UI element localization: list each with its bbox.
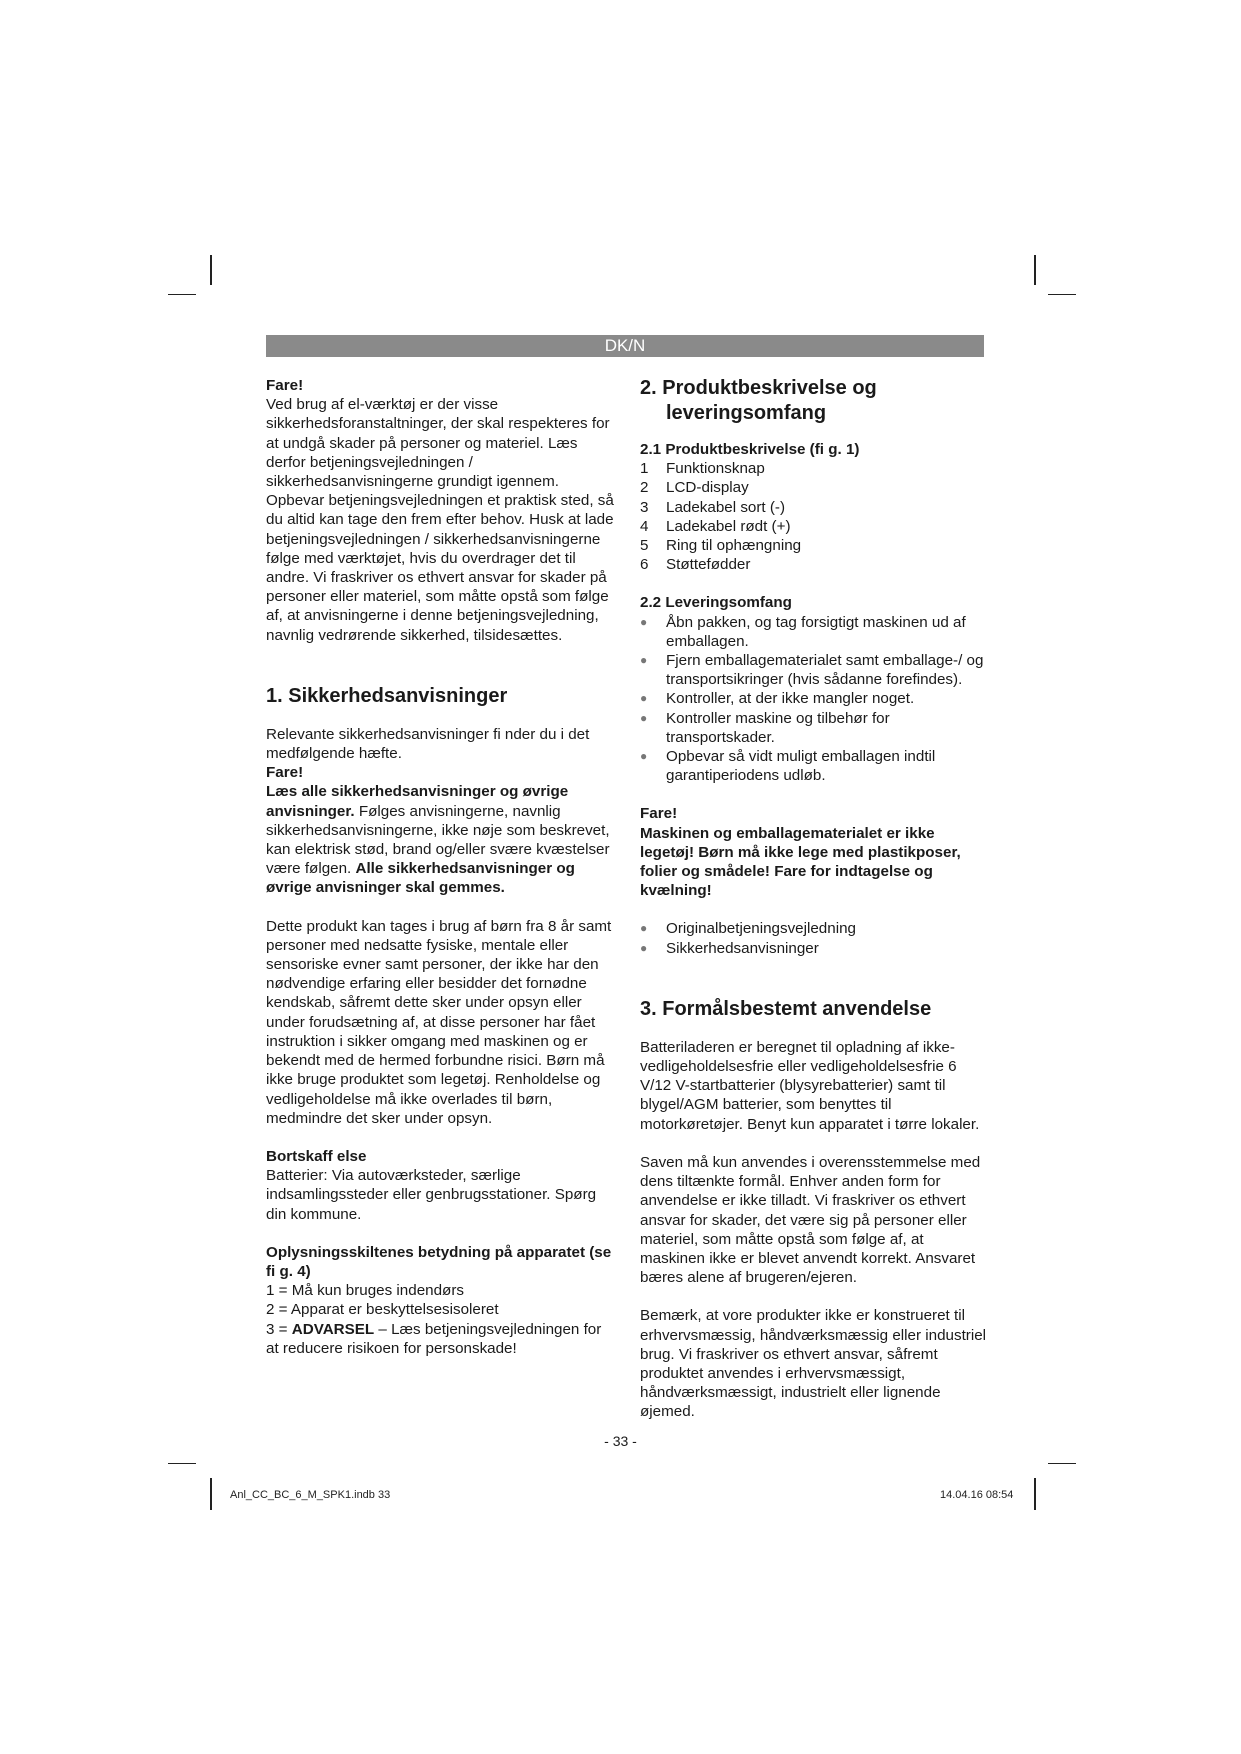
item-text: Fjern emballagematerialet samt emballage-/ og transportsikringer (hvis sådanne forefindes). <box>666 652 984 689</box>
bullet-icon: ● <box>640 710 648 725</box>
bullet-icon: ● <box>640 921 648 936</box>
list-item <box>640 919 992 938</box>
sign-item: 2 = Apparat er beskyttelsesisoleret <box>266 1301 499 1319</box>
documents-list <box>640 919 992 957</box>
page-number: - 33 - <box>604 1433 637 1449</box>
warning-bold-lead: Læs alle sikkerhedsanvisninger og øvrige anvisninger. <box>266 783 569 820</box>
crop-mark <box>168 294 196 295</box>
warning-text: Følges anvisningerne, navnlig sikkerhedsanvisningerne, ikke nøje som beskrevet, kan elektrisk stød, brand og/eller svære kvæstelser være følgen. <box>266 802 610 878</box>
bullet-icon: ● <box>640 940 648 955</box>
parts-list <box>640 459 992 574</box>
use-paragraph: Batteriladeren er beregnet til opladning af ikke-vedligeholdelsesfrie eller vedligeholdelsesfrie 6 V/12 V-startbatterier (blysyrebatterier) samt til blygel/AGM batterier, som benyttes til motorkøretøjer. Benyt kun apparatet i tørre lokaler. <box>640 1038 980 1133</box>
crop-mark <box>210 1478 212 1510</box>
warning-bold-tail: Alle sikkerhedsanvisninger og øvrige anvisninger skal gemmes. <box>266 860 575 897</box>
bullet-icon: ● <box>640 691 648 706</box>
item-text: Åbn pakken, og tag forsigtigt maskinen ud af emballagen. <box>666 613 966 650</box>
sign-item: 1 = Må kun bruges indendørs <box>266 1282 464 1300</box>
item-number: 6 <box>640 556 649 574</box>
list-item <box>640 536 992 555</box>
item-label: LCD-display <box>666 479 749 497</box>
crop-mark <box>1048 1463 1076 1464</box>
bullet-icon: ● <box>640 614 648 629</box>
item-text: Sikkerhedsanvisninger <box>666 939 819 957</box>
item-number: 2 <box>640 479 649 497</box>
signs-heading: Oplysningsskiltenes betydning på apparatet (se fi g. 4) <box>266 1243 612 1280</box>
danger-heading: Fare! <box>266 377 304 394</box>
language-code: DK/N <box>604 336 646 355</box>
item-label: Ladekabel sort (-) <box>666 498 786 516</box>
warning-paragraph <box>266 782 616 897</box>
item-number: 4 <box>640 517 649 535</box>
subsection-2-2-title: 2.2 Leveringsomfang <box>640 594 792 612</box>
item-label: Støttefødder <box>666 556 751 574</box>
crop-mark <box>1048 294 1076 295</box>
item-number: 1 <box>640 460 649 478</box>
crop-mark <box>168 1463 196 1464</box>
footer-filename: Anl_CC_BC_6_M_SPK1.indb 33 <box>230 1489 391 1501</box>
section-1-title: 1. Sikkerhedsanvisninger <box>266 684 508 707</box>
list-item <box>640 689 992 708</box>
list-item <box>640 498 992 517</box>
item-text: Originalbetjeningsvejledning <box>666 920 856 938</box>
list-item <box>640 555 992 574</box>
section-3-title: 3. Formålsbestemt anvendelse <box>640 997 932 1020</box>
section-2-title: 2. Produktbeskrivelse og leveringsomfang <box>640 377 877 424</box>
list-item <box>640 613 992 651</box>
subsection-2-1-title: 2.1 Produktbeskrivelse (fi g. 1) <box>640 441 860 458</box>
list-item <box>640 478 992 497</box>
left-column <box>266 376 616 1358</box>
sign-prefix: 3 = <box>266 1320 292 1338</box>
language-header-bar <box>266 335 984 357</box>
crop-mark <box>1034 255 1036 285</box>
item-text: Opbevar så vidt muligt emballagen indtil garantiperiodens udløb. <box>666 748 936 785</box>
list-item <box>640 651 992 689</box>
item-label: Ladekabel rødt (+) <box>666 517 791 535</box>
crop-mark <box>1034 1478 1036 1510</box>
children-paragraph: Dette produkt kan tages i brug af børn fra 8 år samt personer med nedsatte fysiske, mentale eller sensoriske evner samt personer, der ikke har den nødvendige erfaring eller besidder det fornødne kendskab, såfremt dette sker under opsyn eller under forudsætning af, at disse personer har fået instruktion i sikker omgang med maskinen og er bekendt med de hermed forbundne risici. Børn må ikke bruge produktet som legetøj. Renholdelse og vedligeholdelse må ikke overlades til børn, medmindre det sker under opsyn. <box>266 917 612 1127</box>
sign-text: – Læs betjeningsvejledningen for at reducere risikoen for personskade! <box>266 1320 602 1357</box>
item-text: Kontroller maskine og tilbehør for transportskader. <box>666 709 890 746</box>
crop-mark <box>210 255 212 285</box>
item-number: 3 <box>640 498 649 516</box>
use-paragraph: Saven må kun anvendes i overensstemmelse med dens tiltænkte formål. Enhver anden form for anvendelse er ikke tilladt. Vi fraskriver os ethvert ansvar for skader, det være sig på personer eller materiel, som måtte opstå som følge af, at maskinen ikke er blevet anvendt korrekt. Ansvaret bæres alene af brugeren/ejeren. <box>640 1153 981 1287</box>
list-item <box>640 747 992 785</box>
danger-paragraph: Maskinen og emballagematerialet er ikke legetøj! Børn må ikke lege med plastikposer, folier og smådele! Fare for indtagelse og kvælning! <box>640 824 961 900</box>
disposal-paragraph: Batterier: Via autoværksteder, særlige indsamlingssteder eller genbrugsstationer. Spørg din kommune. <box>266 1167 597 1223</box>
bullet-icon: ● <box>640 653 648 668</box>
danger-heading: Fare! <box>640 805 678 823</box>
danger-heading: Fare! <box>266 764 304 782</box>
use-paragraph: Bemærk, at vore produkter ikke er konstrueret til erhvervsmæssig, håndværksmæssig eller industriel brug. Vi fraskriver os ethvert ansvar, såfremt produktet anvendes i erhvervsmæssigt, håndværksmæssigt, industrielt eller lignende øjemed. <box>640 1307 987 1421</box>
list-item <box>640 517 992 536</box>
delivery-list <box>640 613 992 786</box>
bullet-icon: ● <box>640 749 648 764</box>
sign-item <box>266 1320 616 1358</box>
right-column <box>640 376 992 1422</box>
list-item <box>640 459 992 478</box>
item-number: 5 <box>640 537 649 555</box>
list-item <box>640 939 992 958</box>
danger-paragraph: Ved brug af el-værktøj er der visse sikkerhedsforanstaltninger, der skal respekteres for at undgå skader på personer og materiel. Læs derfor betjeningsvejledningen / sikkerhedsanvisningerne grundigt igennem. Opbevar betjeningsvejledningen et praktisk sted, så du altid kan tage den frem efter behov. Husk at lade betjeningsvejledningen / sikkerhedsanvisningerne følge med værktøjet, hvis du overdrager det til andre. Vi fraskriver os ethvert ansvar for skader på personer eller materiel, som måtte opstå som følge af, at anvisningerne i denne betjeningsvejledning, navnlig vedrørende sikkerhed, tilsidesættes. <box>266 396 614 644</box>
footer-datetime: 14.04.16 08:54 <box>940 1489 1014 1501</box>
item-label: Funktionsknap <box>666 460 765 478</box>
item-text: Kontroller, at der ikke mangler noget. <box>666 690 915 708</box>
section-1-intro: Relevante sikkerhedsanvisninger fi nder du i det medfølgende hæfte. <box>266 725 590 763</box>
list-item <box>640 709 992 747</box>
item-label: Ring til ophængning <box>666 537 802 555</box>
disposal-heading: Bortskaff else <box>266 1147 367 1165</box>
sign-warning-word: ADVARSEL <box>291 1320 375 1338</box>
